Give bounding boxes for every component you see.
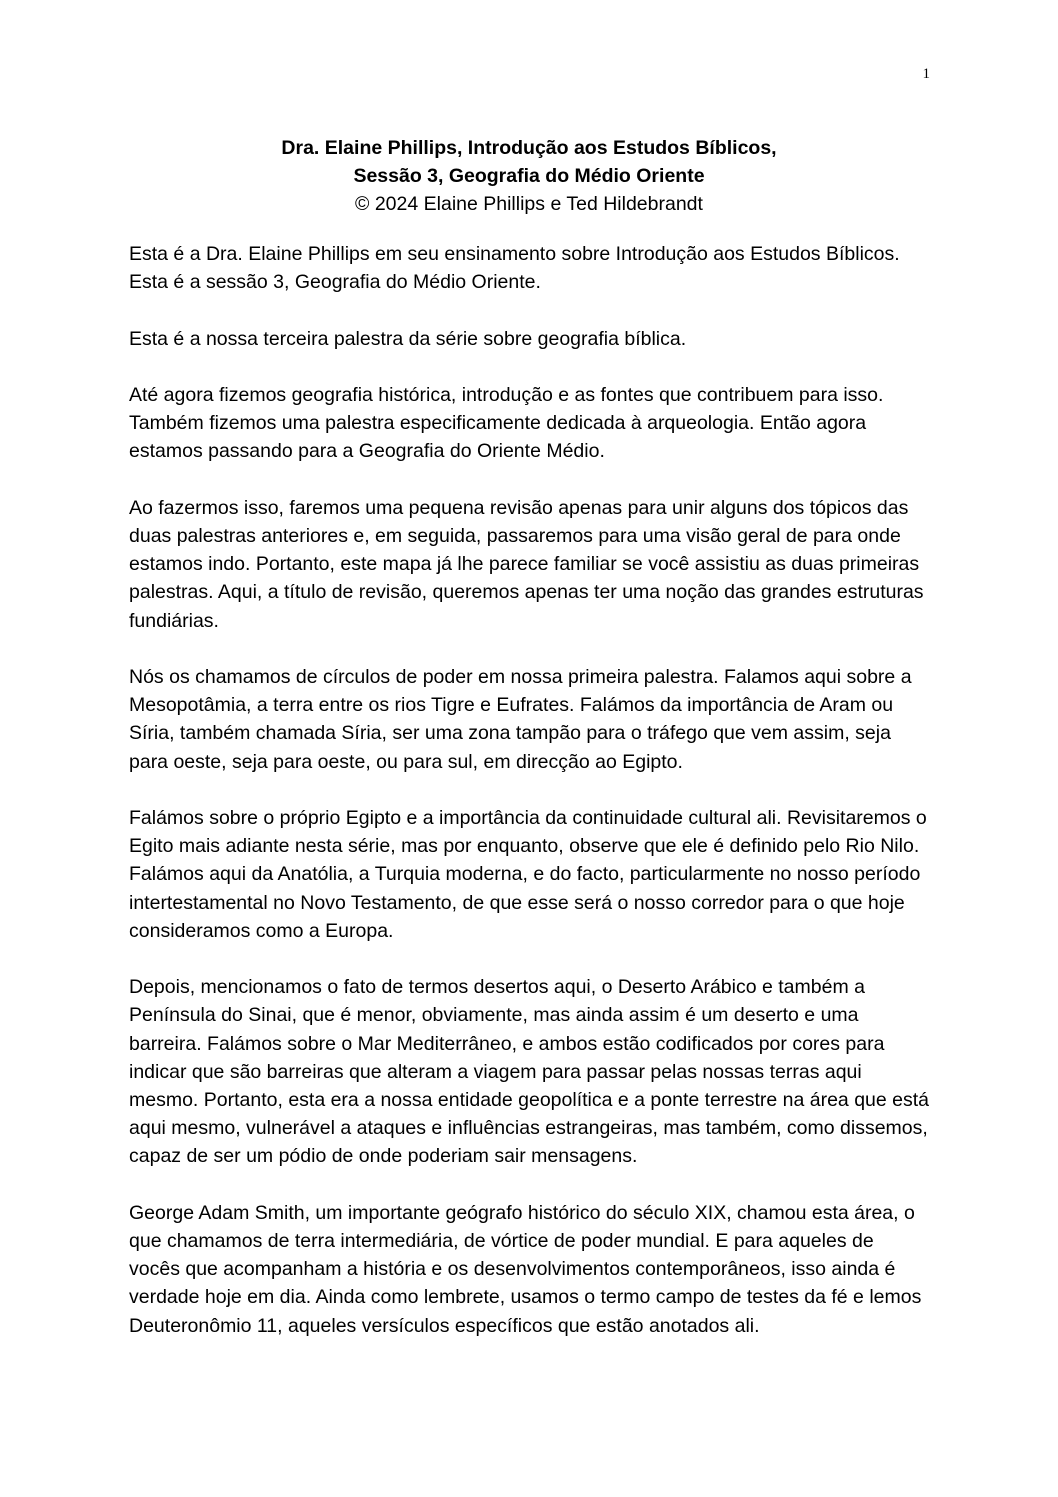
page-number: 1 — [922, 66, 930, 82]
paragraph-8: George Adam Smith, um importante geógrafo histórico do século XIX, chamou esta área, o que chamamos de terra intermediária, de vórtice de poder mundial. E para aqueles de vocês que acompanham a história e os desenvolvimentos contemporâneos, isso ainda é verdade hoje em dia. Ainda como lembrete, usamos o termo campo de testes da fé e lemos Deuteronômio 11, aqueles versículos específicos que estão anotados ali. — [129, 1201, 922, 1337]
paragraph-5: Nós os chamamos de círculos de poder em nossa primeira palestra. Falamos aqui sobre a Mesopotâmia, a terra entre os rios Tigre e Eufrates. Falámos da importância de Aram ou Síria, também chamada Síria, ser uma zona tampão para o tráfego que vem assim, seja para oeste, seja para oeste, ou para sul, em direcção ao Egipto. — [129, 665, 912, 773]
document-body — [129, 240, 929, 1368]
paragraph-6: Falámos sobre o próprio Egipto e a importância da continuidade cultural ali. Revisitaremos o Egito mais adiante nesta série, mas por enquanto, observe que ele é definido pelo Rio Nilo. Falámos aqui da Anatólia, a Turquia moderna, e do facto, particularmente no nosso período intertestamental no Novo Testamento, de que esse será o nosso corredor para o que hoje consideramos como a Europa. — [129, 806, 927, 942]
paragraph-1: Esta é a Dra. Elaine Phillips em seu ensinamento sobre Introdução aos Estudos Bíblicos. Esta é a sessão 3, Geografia do Médio Oriente. — [129, 243, 900, 294]
title-line-2: Sessão 3, Geografia do Médio Oriente — [353, 165, 705, 187]
document-header — [0, 134, 1058, 218]
paragraph-7: Depois, mencionamos o fato de termos desertos aqui, o Deserto Arábico e também a Península do Sinai, que é menor, obviamente, mas ainda assim é um deserto e uma barreira. Falámos sobre o Mar Mediterrâneo, e ambos estão codificados por cores para indicar que são barreiras que alteram a viagem para passar pelas nossas terras aqui mesmo. Portanto, esta era a nossa entidade geopolítica e a ponte terrestre na área que está aqui mesmo, vulnerável a ataques e influências estrangeiras, mas também, como dissemos, capaz de ser um pódio de onde poderiam sair mensagens. — [129, 976, 930, 1168]
paragraph-3: Até agora fizemos geografia histórica, introdução e as fontes que contribuem para isso. Também fizemos uma palestra especificamente dedicada à arqueologia. Então agora estamos passando para a Geografia do Oriente Médio. — [129, 383, 884, 463]
title-line-1: Dra. Elaine Phillips, Introdução aos Estudos Bíblicos, — [281, 137, 777, 159]
copyright-line: © 2024 Elaine Phillips e Ted Hildebrandt — [355, 193, 703, 215]
paragraph-4: Ao fazermos isso, faremos uma pequena revisão apenas para unir alguns dos tópicos das duas palestras anteriores e, em seguida, passaremos para uma visão geral de para onde estamos indo. Portanto, este mapa já lhe parece familiar se você assistiu as duas primeiras palestras. Aqui, a título de revisão, queremos apenas ter uma noção das grandes estruturas fundiárias. — [129, 496, 924, 632]
paragraph-2: Esta é a nossa terceira palestra da série sobre geografia bíblica. — [129, 327, 687, 350]
